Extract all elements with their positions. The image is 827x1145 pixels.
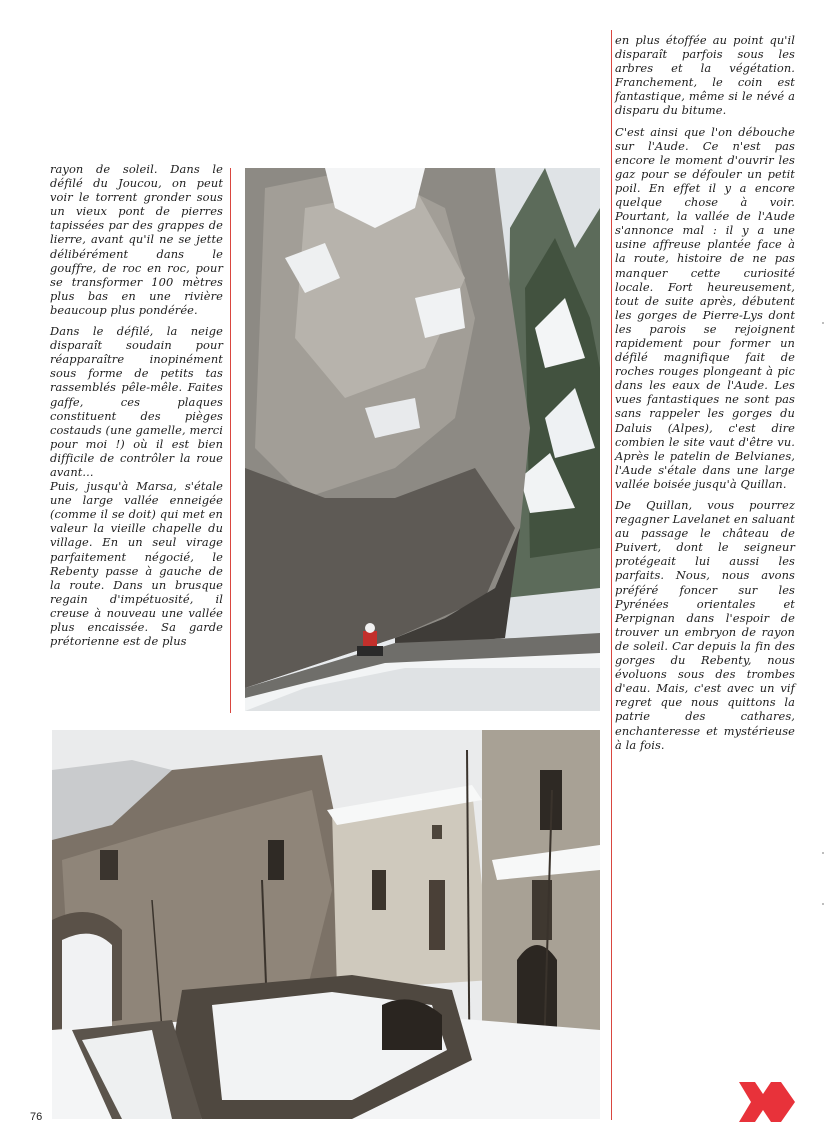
- margin-mark: [822, 322, 824, 324]
- photo-stone-village-snow: [52, 730, 600, 1119]
- margin-mark: [822, 903, 824, 905]
- article-left-column: [50, 162, 223, 655]
- article-paragraph: De Quillan, vous pourrez regagner Lavelanet en saluant au passage le château de Puivert, dont le seigneur protégeait lui aussi les parfaits. Nous, nous avons préféré foncer sur les Pyrénées orientales et Perpignan dans l'espoir de trouver un embryon de rayon de soleil. Car depuis la fin des gorges du Rebenty, nous évoluons sous des trombes d'eau. Mais, c'est avec un vif regret que nous quittons la patrie des cathares, enchanteresse et mystérieuse à la fois.: [615, 498, 795, 752]
- article-paragraph: Dans le défilé, la neige disparaît soudain pour réapparaître inopinément sous forme de petits tas rassemblés pêle-mêle. Faites gaffe, ces plaques constituent des pièges costauds (une gamelle, merci pour moi !) où il est bien difficile de contrôler la roue avant...: [50, 324, 223, 479]
- article-right-column: [615, 33, 795, 759]
- page-number: 76: [30, 1111, 43, 1123]
- article-paragraph: C'est ainsi que l'on débouche sur l'Aude. Ce n'est pas encore le moment d'ouvrir les gaz pour se défouler un petit poil. En effet il y a encore quelque chose à voir. Pourtant, la vallée de l'Aude s'annonce mal : il y a une usine affreuse plantée face à la route, histoire de ne pas manquer cette curiosité locale. Fort heureusement, tout de suite après, débutent les gorges de Pierre-Lys dont les parois se rejoignent rapidement pour former un défilé magnifique fait de roches rouges plongeant à pic dans les eaux de l'Aude. Les vues fantastiques ne sont pas sans rappeler les gorges du Daluis (Alpes), c'est dire combien le site vaut d'être vu. Après le patelin de Belvianes, l'Aude s'étale dans une large vallée boisée jusqu'à Quillan.: [615, 124, 795, 491]
- article-paragraph: rayon de soleil. Dans le défilé du Joucou, on peut voir le torrent gronder sous un vieux pont de pierres tapissées par des grappes de lierre, avant qu'il ne se jette délibérément dans le gouffre, de roc en roc, pour se transformer 100 mètres plus bas en une rivière beaucoup plus pondérée.: [50, 162, 223, 317]
- column-rule-right: [611, 30, 612, 1120]
- article-paragraph: en plus étoffée au point qu'il disparaît parfois sous les arbres et la végétation. Franchement, le coin est fantastique, même si le névé a disparu du bitume.: [615, 33, 795, 118]
- column-rule-left: [230, 168, 231, 713]
- photo-gorge-rock-overhang: [245, 168, 600, 711]
- article-paragraph: Puis, jusqu'à Marsa, s'étale une large vallée enneigée (comme il se doit) qui met en valeur la vieille chapelle du village. En un seul virage parfaitement négocié, le Rebenty passe à gauche de la route. Dans un brusque regain d'impétuosité, il creuse à nouveau une vallée plus encaissée. Sa garde prétorienne est de plus: [50, 479, 223, 649]
- magazine-logo-icon: [739, 1082, 795, 1122]
- margin-mark: [822, 852, 824, 854]
